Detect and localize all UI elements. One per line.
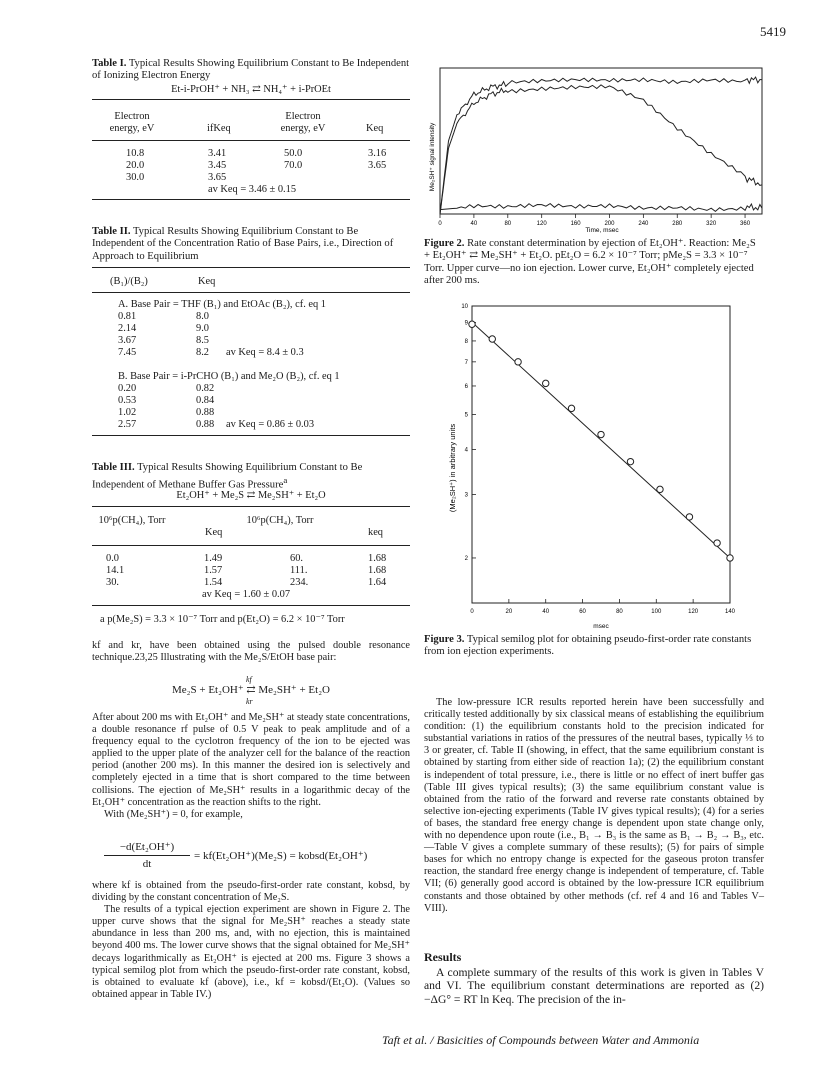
table-cell: 3.16: [368, 148, 387, 159]
table-cell: 2.57: [118, 419, 137, 430]
figure2-x-tick-label: 240: [638, 221, 649, 227]
table-row: [118, 347, 408, 359]
table-row: [118, 311, 408, 323]
table1-header-4: Keq: [366, 123, 384, 134]
figure3-data-point: [627, 458, 633, 464]
table-cell: 0.84: [196, 395, 215, 406]
table2-header-1: (B₁)/(B₂): [110, 276, 148, 287]
paragraph: A complete summary of the results of this work is given in Tables V and VI. The equilibrium constant determinations are reported as (2) −ΔG° = RT ln Keq. The precision of the in-: [424, 966, 764, 1006]
figure3-fit-line: [472, 322, 730, 558]
table-row: [118, 419, 408, 431]
table-cell: 0.81: [118, 311, 137, 322]
figure3-caption: [424, 634, 764, 659]
table-cell: 50.0: [284, 148, 303, 159]
table3-header-1: 10⁶p(CH₄), Torr: [98, 515, 166, 526]
table-cell: 9.0: [196, 323, 209, 334]
figure3-caption-text: Typical semilog plot for obtaining pseudo-first-order rate constants from ion ejection experiments.: [424, 634, 752, 658]
figure3-y-tick-label: 4: [464, 447, 468, 454]
table-cell: 2.14: [118, 323, 137, 334]
table-row: [92, 553, 410, 565]
table3-header-2: Keq: [205, 527, 223, 538]
table2-label: Table II.: [92, 226, 131, 237]
figure3-data-point: [727, 555, 733, 561]
figure2-series-line: [440, 77, 762, 214]
table1-header-3: Electron energy, eV: [280, 111, 326, 135]
figure3-data-point: [515, 359, 521, 365]
figure3-x-tick-label: 60: [579, 609, 586, 615]
figure3-data-point: [714, 540, 720, 546]
figure2-x-tick-label: 360: [740, 221, 751, 227]
table-cell: 60.: [290, 553, 303, 564]
table1-caption-text: Typical Results Showing Equilibrium Constant to Be Independent of Ionizing Electron Energy: [92, 58, 410, 82]
table-row: [92, 184, 410, 196]
figure3-x-tick-label: 100: [651, 609, 662, 615]
table-cell: 0.88: [196, 419, 215, 430]
figure2-x-tick-label: 0: [438, 221, 442, 227]
figure3-y-axis-label: (Me₂SH⁺) in arbitrary units: [448, 423, 457, 513]
table1-header-1: Electron energy, eV: [109, 111, 155, 135]
table-cell: 1.54: [204, 577, 223, 588]
table-cell: 0.88: [196, 407, 215, 418]
table-row: [92, 160, 410, 172]
table2-average-a: av Keq = 8.4 ± 0.3: [226, 347, 304, 358]
figure3-x-axis-label: msec: [593, 623, 609, 630]
figure2-x-tick-label: 80: [504, 221, 512, 227]
figure2-caption: [424, 238, 764, 288]
figure3-data-point: [686, 514, 692, 520]
table2-average-b: av Keq = 0.86 ± 0.03: [226, 419, 315, 430]
equation-1-text: Me₂S + Et₂OH⁺ ⇄ Me₂SH⁺ + Et₂O: [172, 684, 330, 696]
table-row: [92, 148, 410, 160]
figure2-label: Figure 2.: [424, 238, 465, 249]
figure3-x-tick-label: 120: [688, 609, 699, 615]
table1-reaction: Et-i-PrOH⁺ + NH₃ ⇄ NH₄⁺ + i-PrOEt: [171, 84, 331, 95]
table-row: [118, 407, 408, 419]
left-column-text-3: [92, 880, 410, 1001]
table-row: [92, 172, 410, 184]
left-column-text-2: [92, 712, 410, 821]
figure3-y-tick-label: 7: [464, 359, 468, 366]
table-cell: 1.68: [368, 565, 387, 576]
table2-header-2: Keq: [198, 276, 216, 287]
table1-body: [92, 148, 410, 196]
table-cell: 14.1: [106, 565, 125, 576]
figure3-x-tick-label: 0: [470, 609, 474, 615]
figure3-y-tick-label: 6: [464, 383, 468, 390]
table-cell: 111.: [290, 565, 308, 576]
figure3-y-tick-label: 5: [464, 412, 468, 419]
table-cell: 20.0: [126, 160, 145, 171]
equation-2-rhs: = kf(Et₂OH⁺)(Me₂S) = kobsd(Et₂OH⁺): [194, 850, 368, 862]
figure3-data-point: [598, 431, 604, 437]
figure3-chart: [424, 298, 764, 630]
figure3-data-point: [568, 405, 574, 411]
table-cell: 10.8: [126, 148, 145, 159]
figure3-frame: [472, 306, 730, 603]
table2-section-b: B. Base Pair = i-PrCHO (B₁) and Me₂O (B₂), cf. eq 1: [118, 371, 340, 382]
figure3-x-tick-label: 20: [505, 609, 513, 615]
running-footer: Taft et al. / Basicities of Compounds between Water and Ammonia: [382, 1033, 700, 1047]
right-column-text-2: [424, 966, 764, 1006]
figure2-caption-text: Rate constant determination by ejection of Et₂OH⁺. Reaction: Me₂S + Et₂OH⁺ ⇄ Me₂SH⁺ + Et₂O. pEt₂O = 6.2 × 10⁻⁷ Torr; pMe₂S = 3.3 × 10⁻⁷ Torr. Upper curve—no ion ejection. Lower curve, Et₂OH⁺ completely ejected after 200 ms.: [424, 238, 756, 287]
figure3-label: Figure 3.: [424, 634, 465, 645]
figure2-x-axis-label: Time, msec: [585, 227, 619, 234]
table-cell: 1.02: [118, 407, 137, 418]
table-cell: 234.: [290, 577, 309, 588]
table3-header-3: 10⁶p(CH₄), Torr: [246, 515, 314, 526]
table3-footnote: a p(Me₂S) = 3.3 × 10⁻⁷ Torr and p(Et₂O) = 6.2 × 10⁻⁷ Torr: [100, 614, 345, 625]
table-row: [118, 395, 408, 407]
figure2-x-tick-label: 40: [470, 221, 478, 227]
table-cell: 3.65: [368, 160, 387, 171]
left-column-text: [92, 640, 410, 664]
table1-caption: [92, 58, 410, 83]
figure3-y-tick-label: 2: [464, 555, 468, 562]
figure2-x-tick-label: 160: [570, 221, 581, 227]
table-cell: 3.45: [208, 160, 227, 171]
figure3-x-tick-label: 80: [616, 609, 623, 615]
figure2-y-axis-label: Me₂SH⁺ signal intensity: [429, 122, 436, 192]
table-cell: 8.0: [196, 311, 209, 322]
table-cell: 30.0: [126, 172, 145, 183]
table3-label: Table III.: [92, 462, 135, 473]
table2-body-a: [118, 311, 408, 359]
figure3-y-tick-label: 3: [464, 492, 468, 499]
figure3-data-point: [543, 380, 549, 386]
figure2-x-tick-label: 320: [706, 221, 717, 227]
figure3-plot: [424, 298, 764, 630]
figure3-y-tick-label: 8: [464, 338, 468, 345]
table-cell: 8.2: [196, 347, 209, 358]
table3-caption-text: Typical Results Showing Equilibrium Constant to Be Independent of Methane Buffer Gas Pressure: [92, 462, 363, 491]
table-cell: 3.65: [208, 172, 227, 183]
table-row: [118, 383, 408, 395]
table3-body: [92, 553, 410, 601]
figure3-data-point: [469, 321, 475, 327]
figure3-x-tick-label: 40: [542, 609, 550, 615]
table-cell: 1.57: [204, 565, 223, 576]
equation-1-kr: kr: [246, 697, 253, 706]
figure2-series-line: [440, 85, 762, 214]
figure2-x-tick-label: 120: [536, 221, 547, 227]
table-cell: 3.67: [118, 335, 137, 346]
equation-2-numerator: −d(Et₂OH⁺): [119, 841, 175, 853]
table3-average: av Keq = 1.60 ± 0.07: [202, 589, 291, 600]
equation-2-denominator: dt: [142, 858, 152, 870]
right-column-text: [424, 697, 764, 915]
table3-header-4: keq: [368, 527, 384, 538]
table-cell: 1.68: [368, 553, 387, 564]
paragraph: The results of a typical ejection experiment are shown in Figure 2. The upper curve shows that the signal for Me₂SH⁺ reaches a steady state abundance in less than 200 ms, and, with no ejection, this is maintained beyond 400 ms. The lower curve shows that the signal obtained for Me₂SH⁺ decays logarithmically as Et₂OH⁺ is ejected at 200 ms. Figure 3 shows a typical semilog plot from which the pseudo-first-order rate constant, kobsd, is obtained to evaluate kf (above), i.e., kf = kobsd/(Et₂O). (Values so obtained appear in Table IV.): [92, 904, 410, 1000]
paragraph: With (Me₂SH⁺) = 0, for example,: [104, 808, 243, 820]
table2-caption-text: Typical Results Showing Equilibrium Constant to Be Independent of the Concentration Ratio of Base Pairs, i.e., Direction of Approach to Equilibrium: [92, 226, 394, 262]
paragraph: kf and kr, have been obtained using the pulsed double resonance technique.23,25 Illustrating with the Me₂S/EtOH base pair:: [92, 640, 410, 664]
paragraph: The low-pressure ICR results reported herein have been successfully and critically tested additionally by six classical means of establishing the equilibrium condition: (1) the equilibrium constants hold to the precision indicated for substantial variations in ratios of the pressures of the neutral bases, typically ⅓ to 3 or greater, cf. Table II (showing, in effect, that the same equilibrium constant is obtained by starting from either side of reaction 1a); (2) the equilibrium constant is independent of total pressure, i.e., there is little or no effect of inert buffer gas (Table III gives typical results); (3) the same equilibrium constant value is obtained from the ratio of the forward and reverse rate constants obtained by selective ion-ejecting experiments (Table IV gives typical results); (4) for a series of bases, the standard free energy change is dependent upon state change only, with no dependence upon route (i.e., B₁ → B₃ is the same as B₁ → B₂ → B₃, etc.—Table V gives a complete summary of these results); (5) for pairs of simple bases for which no entropy change is expected for the gaseous proton transfer reaction, the standard free energy change is independent of temperature, cf. Table VII; (6) generally good accord is obtained by the low-pressure ICR equilibrium constants and those obtained by other methods (cf. ref 4 and 16 and Tables V–VIII).: [424, 697, 764, 914]
figure3-data-point: [489, 336, 495, 342]
table-cell: 0.0: [106, 553, 119, 564]
table-cell: 1.64: [368, 577, 387, 588]
figure3-y-tick-label: 9: [464, 320, 468, 327]
table2-caption: [92, 226, 410, 263]
table-cell: 0.20: [118, 383, 137, 394]
table-cell: 1.49: [204, 553, 223, 564]
figure3-x-tick-label: 140: [724, 609, 736, 615]
table1-header-2: ifKeq: [207, 123, 231, 134]
table3-caption: Table III. Typical Results Showing Equilibrium Constant to Be Independent of Methane Buffer Gas Pressure$^a$: [92, 462, 363, 491]
paragraph: where kf is obtained from the pseudo-first-order rate constant, kobsd, by dividing by the constant concentration of Me₂S.: [92, 880, 410, 904]
figure2-series-line: [440, 204, 762, 212]
table-row: [92, 577, 410, 589]
table-cell: 0.53: [118, 395, 137, 406]
table-cell: 3.41: [208, 148, 227, 159]
table1-average: av Keq = 3.46 ± 0.15: [208, 184, 297, 195]
table2-body-b: [118, 383, 408, 431]
figure2-plot: [424, 62, 764, 234]
equation-2: [102, 840, 412, 874]
figure3-data-point: [657, 486, 663, 492]
equation-1-kf: kf: [246, 675, 252, 684]
results-heading: Results: [424, 950, 462, 964]
table-row: [92, 565, 410, 577]
table-cell: 0.82: [196, 383, 215, 394]
equation-1: [92, 683, 410, 696]
table-cell: 8.5: [196, 335, 209, 346]
table-cell: 30.: [106, 577, 119, 588]
figure2-chart: [424, 62, 764, 234]
figure2-x-tick-label: 200: [604, 221, 615, 227]
figure3-y-tick-label: 10: [461, 304, 468, 310]
paragraph: After about 200 ms with Et₂OH⁺ and Me₂SH⁺ at steady state concentrations, a double resonance rf pulse of 0.5 V peak to peak amplitude and of a frequency equal to the cyclotron frequency of the ion to be ejected was applied to the upper plate of the analyzer cell for the balance of the reaction period (another 200 ms). In this manner the desired ion is selectively and completely ejected in a time that is short compared to the time between collisions. The ejection of Me₂SH⁺ results in a logarithmic decay of the Et₂OH⁺ concentration as the reaction shifts to the right.: [92, 712, 410, 808]
table2-section-a: A. Base Pair = THF (B₁) and EtOAc (B₂), cf. eq 1: [118, 299, 326, 310]
table3-reaction: Et₂OH⁺ + Me₂S ⇄ Me₂SH⁺ + Et₂O: [176, 490, 326, 501]
table1-label: Table I.: [92, 58, 127, 69]
table-cell: 70.0: [284, 160, 303, 171]
table-row: [92, 589, 410, 601]
table-row: [118, 335, 408, 347]
page-number: 5419: [760, 24, 786, 39]
table-cell: 7.45: [118, 347, 137, 358]
table-row: [118, 323, 408, 335]
figure2-x-tick-label: 280: [672, 221, 683, 227]
